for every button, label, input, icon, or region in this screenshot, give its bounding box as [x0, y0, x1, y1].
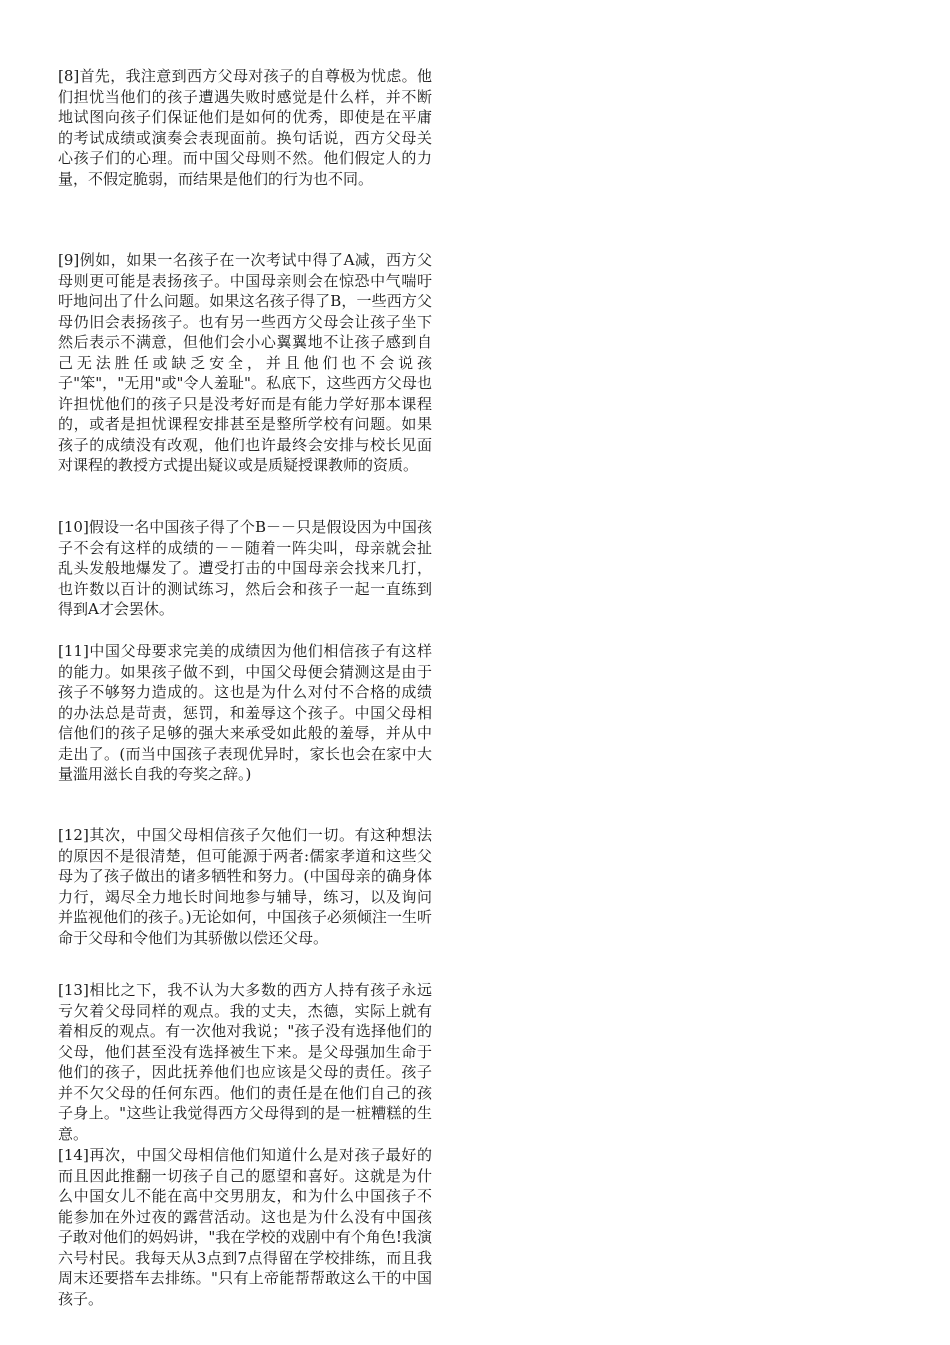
paragraph-11: [11]中国父母要求完美的成绩因为他们相信孩子有这样的能力。如果孩子做不到，中国父母便会猜测这是由于孩子不够努力造成的。这也是为什么对付不合格的成绩的办法总是苛责，惩罚，和羞辱这个孩子。中国父母相信他们的孩子足够的强大来承受如此般的羞辱，并从中走出了。(而当中国孩子表现优异时，家长也会在家中大量滥用滋长自我的夸奖之辞。) — [58, 642, 432, 783]
paragraph-13: [13]相比之下，我不认为大多数的西方人持有孩子永远亏欠着父母同样的观点。我的丈夫，杰德，实际上就有着相反的观点。有一次他对我说；"孩子没有选择他们的父母，他们甚至没有选择被生下来。是父母强加生命于他们的孩子，因此抚养他们也应该是父母的责任。孩子并不欠父母的任何东西。他们的责任是在他们自己的孩子身上。"这些让我觉得西方父母得到的是一桩糟糕的生意。 — [58, 981, 432, 1143]
paragraph-12: [12]其次，中国父母相信孩子欠他们一切。有这种想法的原因不是很清楚，但可能源于两者:儒家孝道和这些父母为了孩子做出的诸多牺牲和努力。(中国母亲的确身体力行，竭尽全力地长时间地参与辅导，练习，以及询问并监视他们的孩子。)无论如何，中国孩子必须倾注一生听命于父母和令他们为其骄傲以偿还父母。 — [58, 826, 432, 947]
paragraph-10: [10]假设一名中国孩子得了个B－－只是假设因为中国孩子不会有这样的成绩的－－随着一阵尖叫，母亲就会扯乱头发般地爆发了。遭受打击的中国母亲会找来几打，也许数以百计的测试练习，然后会和孩子一起一直练到得到A才会罢休。 — [58, 518, 432, 618]
paragraph-8: [8]首先，我注意到西方父母对孩子的自尊极为忧虑。他们担忧当他们的孩子遭遇失败时感觉是什么样，并不断地试图向孩子们保证他们是如何的优秀，即使是在平庸的考试成绩或演奏会表现面前。换句话说，西方父母关心孩子们的心理。而中国父母则不然。他们假定人的力量，不假定脆弱，而结果是他们的行为也不同。 — [58, 67, 432, 188]
paragraph-9: [9]例如，如果一名孩子在一次考试中得了A减，西方父母则更可能是表扬孩子。中国母亲则会在惊恐中气喘吁吁地问出了什么问题。如果这名孩子得了B，一些西方父母仍旧会表扬孩子。也有另一些西方父母会让孩子坐下然后表示不满意，但他们会小心翼翼地不让孩子感到自己无法胜任或缺乏安全，并且他们也不会说孩子"笨"，"无用"或"令人羞耻"。私底下，这些西方父母也许担忧他们的孩子只是没考好而是有能力学好那本课程的，或者是担忧课程安排甚至是整所学校有问题。如果孩子的成绩没有改观，他们也许最终会安排与校长见面对课程的教授方式提出疑议或是质疑授课教师的资质。 — [58, 251, 432, 474]
paragraph-14: [14]再次，中国父母相信他们知道什么是对孩子最好的而且因此推翻一切孩子自己的愿望和喜好。这就是为什么中国女儿不能在高中交男朋友，和为什么中国孩子不能参加在外过夜的露营活动。这也是为什么没有中国孩子敢对他们的妈妈讲，"我在学校的戏剧中有个角色!我演六号村民。我每天从3点到7点得留在学校排练，而且我周末还要搭车去排练。"只有上帝能帮帮敢这么干的中国孩子。 — [58, 1146, 432, 1308]
